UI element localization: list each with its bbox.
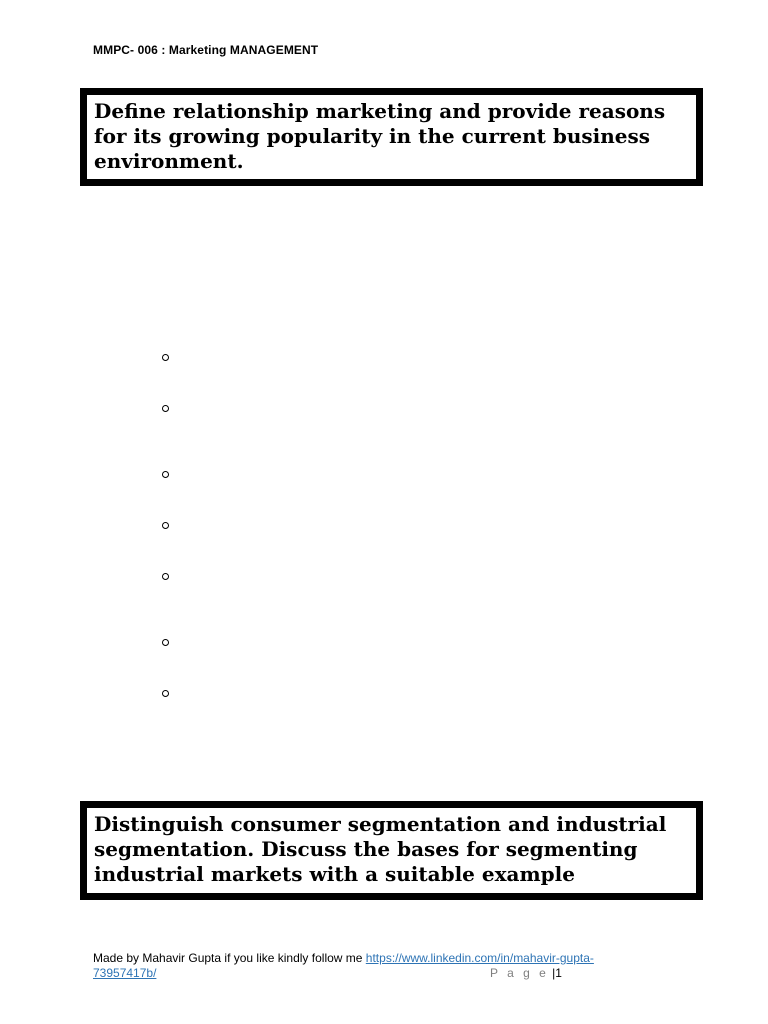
bullet-marker bbox=[160, 637, 170, 647]
page-number-value: 1 bbox=[555, 966, 562, 980]
page-separator: | bbox=[548, 966, 556, 980]
bullet-marker bbox=[160, 352, 170, 362]
bullet-marker bbox=[160, 520, 170, 530]
document-header: MMPC- 006 : Marketing MANAGEMENT bbox=[93, 43, 319, 57]
question-text-2: Distinguish consumer segmentation and industrial segmentation. Discuss the bases for segmenting industrial markets with a suitable example bbox=[94, 812, 667, 886]
bullet-marker bbox=[160, 469, 170, 479]
question-box-2 bbox=[80, 801, 703, 900]
footer bbox=[93, 951, 653, 981]
bullet-marker bbox=[160, 403, 170, 413]
footer-credit: Made by Mahavir Gupta if you like kindly follow me bbox=[93, 951, 366, 965]
linkedin-link[interactable]: https://www.linkedin.com/in/mahavir-gupta-73957417b/ bbox=[93, 951, 594, 980]
question-text-1: Define relationship marketing and provide reasons for its growing popularity in the current business environment. bbox=[94, 99, 666, 173]
bullet-marker bbox=[160, 688, 170, 698]
bullet-marker bbox=[160, 571, 170, 581]
page-label: P a g e bbox=[490, 966, 549, 980]
question-box-1 bbox=[80, 88, 703, 186]
page-number bbox=[490, 966, 562, 981]
